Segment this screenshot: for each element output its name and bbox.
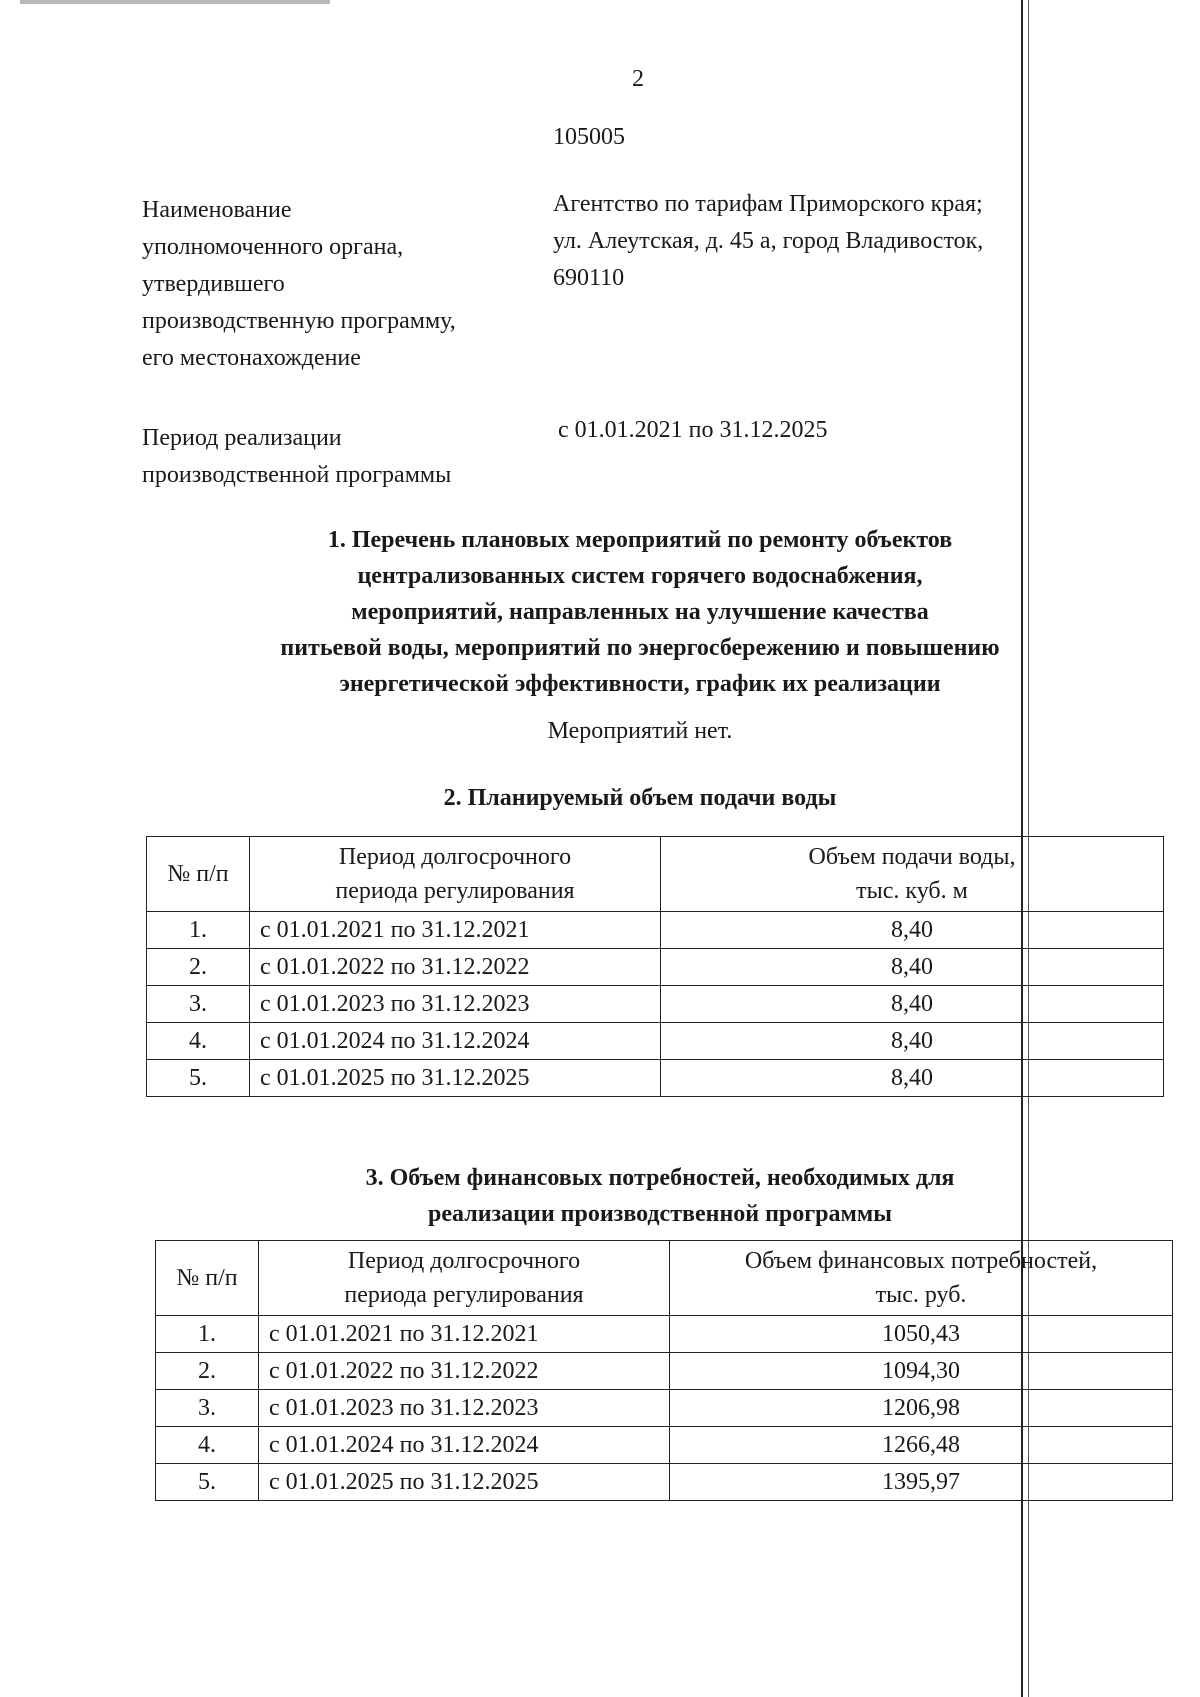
authority-label-line: утвердившего: [142, 271, 285, 297]
section3-title: [160, 1160, 1160, 1232]
row-period: с 01.01.2022 по 31.12.2022: [259, 1353, 670, 1390]
table-row: [156, 1390, 1173, 1427]
header-value-line: Объем подачи воды,: [808, 844, 1016, 870]
row-value: 8,40: [661, 1060, 1164, 1097]
header-period: [250, 837, 661, 912]
scan-edge-mark: [20, 0, 330, 4]
table-row: [147, 912, 1164, 949]
authority-label: [142, 192, 456, 377]
authority-value: [553, 186, 983, 297]
section1-title-line: энергетической эффективности, график их реализации: [339, 671, 941, 697]
row-period: с 01.01.2021 по 31.12.2021: [250, 912, 661, 949]
row-num: 1.: [147, 912, 250, 949]
section2-title: [140, 780, 1140, 816]
table-header-row: [147, 837, 1164, 912]
header-value-line: тыс. руб.: [875, 1282, 967, 1308]
financial-needs-table: [155, 1240, 1173, 1501]
row-period: с 01.01.2023 по 31.12.2023: [259, 1390, 670, 1427]
period-label: [142, 420, 451, 494]
row-num: 4.: [156, 1427, 259, 1464]
period-value: с 01.01.2021 по 31.12.2025: [558, 417, 828, 443]
header-value: [670, 1241, 1173, 1316]
section3-title-line: реализации производственной программы: [428, 1201, 892, 1227]
section2-title-line: 2. Планируемый объем подачи воды: [443, 785, 837, 811]
header-period-line: Период долгосрочного: [347, 1248, 581, 1274]
row-num: 5.: [156, 1464, 259, 1501]
document-code: 105005: [553, 124, 625, 150]
period-label-line: Период реализации: [142, 425, 342, 451]
table-row: [147, 1060, 1164, 1097]
section1-title-line: централизованных систем горячего водоснабжения,: [357, 563, 923, 589]
header-period: [259, 1241, 670, 1316]
header-value: [661, 837, 1164, 912]
authority-label-line: уполномоченного органа,: [142, 234, 404, 260]
authority-value-line: 690110: [553, 265, 625, 291]
row-num: 3.: [147, 986, 250, 1023]
authority-value-line: ул. Алеутская, д. 45 а, город Владивосток,: [553, 228, 984, 254]
table-row: [156, 1316, 1173, 1353]
table-row: [147, 986, 1164, 1023]
row-num: 4.: [147, 1023, 250, 1060]
period-label-line: производственной программы: [142, 462, 452, 488]
row-value: 1395,97: [670, 1464, 1173, 1501]
row-period: с 01.01.2025 по 31.12.2025: [250, 1060, 661, 1097]
section3-title-line: 3. Объем финансовых потребностей, необходимых для: [365, 1165, 955, 1191]
header-period-line: периода регулирования: [344, 1282, 584, 1308]
row-period: с 01.01.2025 по 31.12.2025: [259, 1464, 670, 1501]
row-period: с 01.01.2023 по 31.12.2023: [250, 986, 661, 1023]
header-period-line: Период долгосрочного: [338, 844, 572, 870]
row-period: с 01.01.2024 по 31.12.2024: [259, 1427, 670, 1464]
table-row: [147, 949, 1164, 986]
row-value: 1050,43: [670, 1316, 1173, 1353]
section1-title-line: мероприятий, направленных на улучшение качества: [351, 599, 929, 625]
page-number: 2: [632, 66, 644, 92]
water-volume-table: [146, 836, 1164, 1097]
row-num: 2.: [147, 949, 250, 986]
row-value: 8,40: [661, 912, 1164, 949]
header-num: № п/п: [147, 837, 250, 912]
table-row: [147, 1023, 1164, 1060]
row-num: 1.: [156, 1316, 259, 1353]
row-num: 2.: [156, 1353, 259, 1390]
section1-note: Мероприятий нет.: [547, 718, 733, 744]
table-row: [156, 1353, 1173, 1390]
table-row: [156, 1464, 1173, 1501]
header-value-line: тыс. куб. м: [856, 878, 968, 904]
header-num: № п/п: [156, 1241, 259, 1316]
table-header-row: [156, 1241, 1173, 1316]
authority-label-line: Наименование: [142, 197, 292, 223]
header-value-line: Объем финансовых потребностей,: [744, 1248, 1098, 1274]
authority-value-line: Агентство по тарифам Приморского края;: [553, 191, 983, 217]
section1-title-line: 1. Перечень плановых мероприятий по ремонту объектов: [327, 527, 953, 553]
row-value: 8,40: [661, 949, 1164, 986]
row-value: 8,40: [661, 986, 1164, 1023]
row-period: с 01.01.2021 по 31.12.2021: [259, 1316, 670, 1353]
section1-title: [140, 522, 1140, 702]
header-period-line: периода регулирования: [335, 878, 575, 904]
row-period: с 01.01.2022 по 31.12.2022: [250, 949, 661, 986]
row-period: с 01.01.2024 по 31.12.2024: [250, 1023, 661, 1060]
section1-title-line: питьевой воды, мероприятий по энергосбережению и повышению: [280, 635, 1000, 661]
row-value: 1206,98: [670, 1390, 1173, 1427]
row-num: 3.: [156, 1390, 259, 1427]
row-value: 8,40: [661, 1023, 1164, 1060]
row-num: 5.: [147, 1060, 250, 1097]
authority-label-line: производственную программу,: [142, 308, 456, 334]
table-row: [156, 1427, 1173, 1464]
authority-label-line: его местонахождение: [142, 345, 361, 371]
row-value: 1094,30: [670, 1353, 1173, 1390]
row-value: 1266,48: [670, 1427, 1173, 1464]
